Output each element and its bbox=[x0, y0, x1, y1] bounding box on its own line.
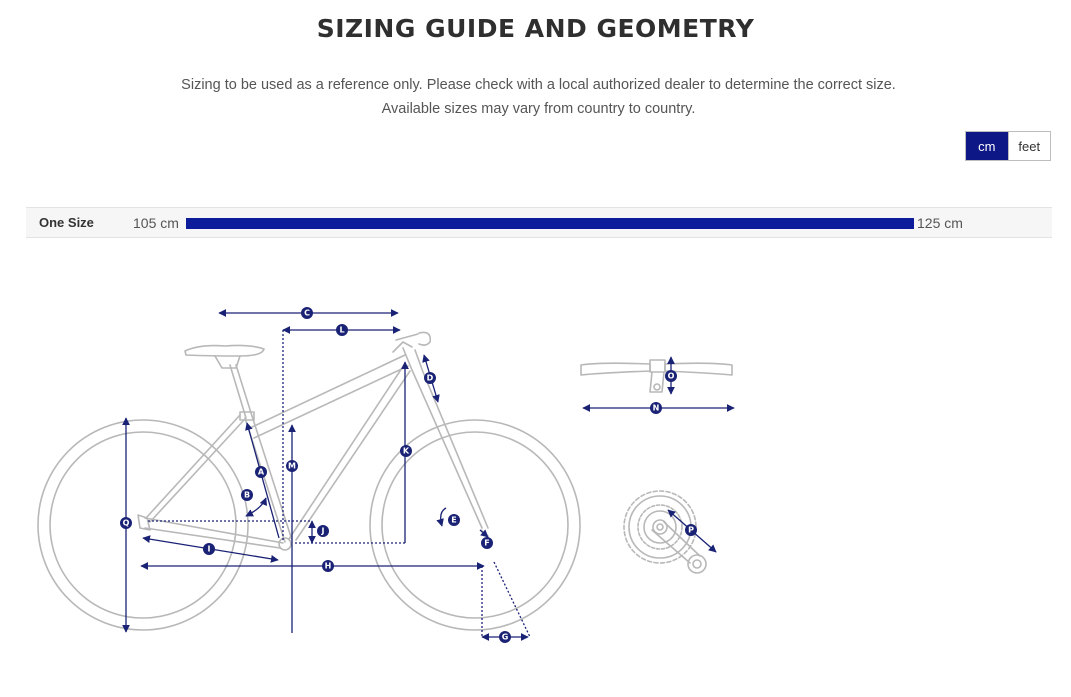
dim-label-q: Q bbox=[122, 518, 130, 528]
dim-label-b: B bbox=[243, 490, 251, 500]
size-name: One Size bbox=[39, 215, 94, 230]
size-max-height: 125 cm bbox=[917, 215, 963, 231]
dim-label-e: E bbox=[451, 515, 457, 525]
dim-label-d: D bbox=[426, 373, 434, 383]
size-min-height: 105 cm bbox=[133, 215, 179, 231]
dim-label-o: O bbox=[667, 371, 675, 381]
unit-feet-button[interactable]: feet bbox=[1008, 132, 1051, 160]
dim-label-l: L bbox=[339, 325, 345, 335]
unit-cm-button[interactable]: cm bbox=[966, 132, 1008, 160]
page-title: SIZING GUIDE AND GEOMETRY bbox=[316, 14, 755, 43]
dim-label-j: J bbox=[321, 526, 325, 536]
bike-illustration bbox=[38, 332, 732, 630]
dimension-lines bbox=[126, 313, 734, 637]
dim-label-i: I bbox=[207, 544, 211, 554]
availability-note: Available sizes may vary from country to country. bbox=[381, 101, 696, 117]
sizing-disclaimer: Sizing to be used as a reference only. Please check with a local authorized dealer to determine the correct size. bbox=[181, 77, 896, 93]
dim-label-a: A bbox=[257, 467, 265, 477]
dim-label-k: K bbox=[402, 446, 410, 456]
dim-label-g: G bbox=[501, 632, 509, 642]
dim-label-m: M bbox=[288, 461, 296, 471]
dim-label-c: C bbox=[304, 308, 310, 318]
dim-label-h: H bbox=[324, 561, 332, 571]
dim-label-p: P bbox=[688, 525, 694, 535]
dim-label-f: F bbox=[484, 538, 490, 548]
dim-label-n: N bbox=[652, 403, 660, 413]
